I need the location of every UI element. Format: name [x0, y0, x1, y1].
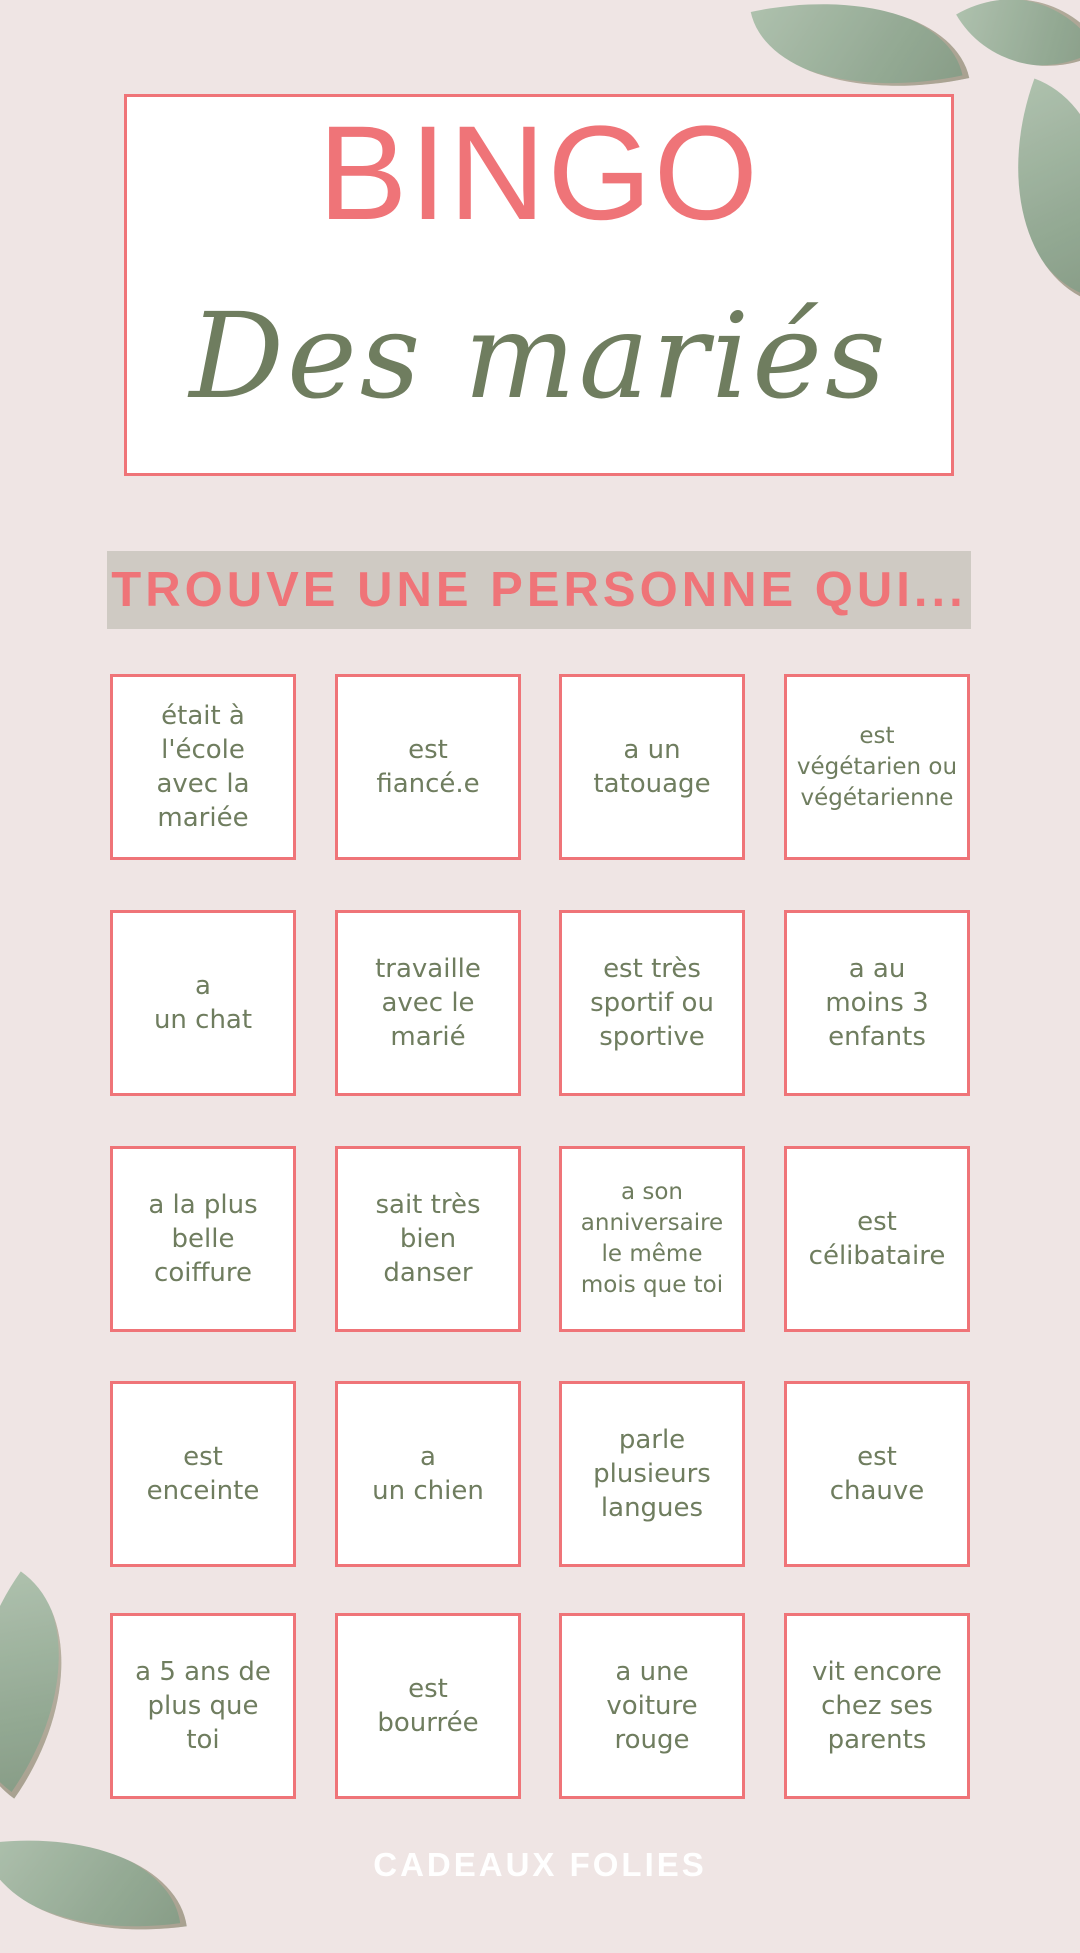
prompt-band [107, 551, 971, 629]
bingo-cell[interactable] [559, 1381, 745, 1567]
bingo-cell-text: était à l'école avec la mariée [156, 701, 250, 833]
bingo-cell-text: a un tatouage [593, 735, 711, 799]
bingo-cell-text: parle plusieurs langues [593, 1425, 711, 1523]
bingo-cell-text: a son anniversaire le même mois que toi [580, 1179, 724, 1298]
eucalyptus-leaf-icon [0, 1817, 187, 1952]
bingo-cell-text: est fiancé.e [376, 735, 480, 799]
bingo-cell-text: a 5 ans de plus que toi [135, 1657, 271, 1755]
bingo-cell[interactable] [784, 1146, 970, 1332]
bingo-cell[interactable] [559, 1146, 745, 1332]
bingo-cell-text: sait très bien danser [375, 1190, 481, 1288]
bingo-cell-text: a une voiture rouge [606, 1657, 698, 1755]
bingo-cell-text: travaille avec le marié [375, 954, 481, 1052]
bingo-cell[interactable] [110, 910, 296, 1096]
bingo-cell-text: a la plus belle coiffure [148, 1190, 258, 1288]
bingo-cell[interactable] [784, 674, 970, 860]
bingo-cell[interactable] [784, 910, 970, 1096]
bingo-cell[interactable] [335, 910, 521, 1096]
eucalyptus-leaf-icon [0, 1571, 123, 1798]
bingo-title: BINGO [318, 99, 760, 248]
bingo-cell-text: est enceinte [146, 1442, 260, 1506]
bingo-cell[interactable] [559, 674, 745, 860]
title-card [124, 94, 954, 476]
bingo-cell[interactable] [559, 910, 745, 1096]
bingo-cell[interactable] [335, 1146, 521, 1332]
bingo-cell-text: est bourrée [377, 1674, 479, 1738]
bingo-subtitle: Des mariés [189, 287, 889, 425]
bingo-cell[interactable] [110, 1146, 296, 1332]
eucalyptus-leaf-icon [969, 78, 1080, 301]
bingo-cell-text: est célibataire [808, 1207, 946, 1271]
eucalyptus-leaf-icon [956, 0, 1080, 105]
footer-brand: CADEAUX FOLIES [373, 1846, 707, 1883]
bingo-cell[interactable] [784, 1613, 970, 1799]
prompt-text: TROUVE UNE PERSONNE QUI... [111, 563, 967, 617]
bingo-cell[interactable] [335, 1613, 521, 1799]
bingo-cell-text: est chauve [829, 1442, 925, 1506]
bingo-cell-text: vit encore chez ses parents [812, 1657, 942, 1755]
bingo-cell[interactable] [110, 1613, 296, 1799]
bingo-cell[interactable] [784, 1381, 970, 1567]
bingo-cell-text: a un chien [372, 1442, 484, 1506]
bingo-cell-text: est très sportif ou sportive [590, 954, 714, 1052]
bingo-cell-text: a un chat [153, 971, 253, 1035]
bingo-cell[interactable] [335, 1381, 521, 1567]
bingo-cell[interactable] [559, 1613, 745, 1799]
bingo-cell-text: a au moins 3 enfants [825, 954, 929, 1052]
bingo-cell-text: est végétarien ou végétarienne [796, 722, 958, 811]
bingo-cell[interactable] [110, 674, 296, 860]
bingo-cell[interactable] [335, 674, 521, 860]
bingo-cell[interactable] [110, 1381, 296, 1567]
